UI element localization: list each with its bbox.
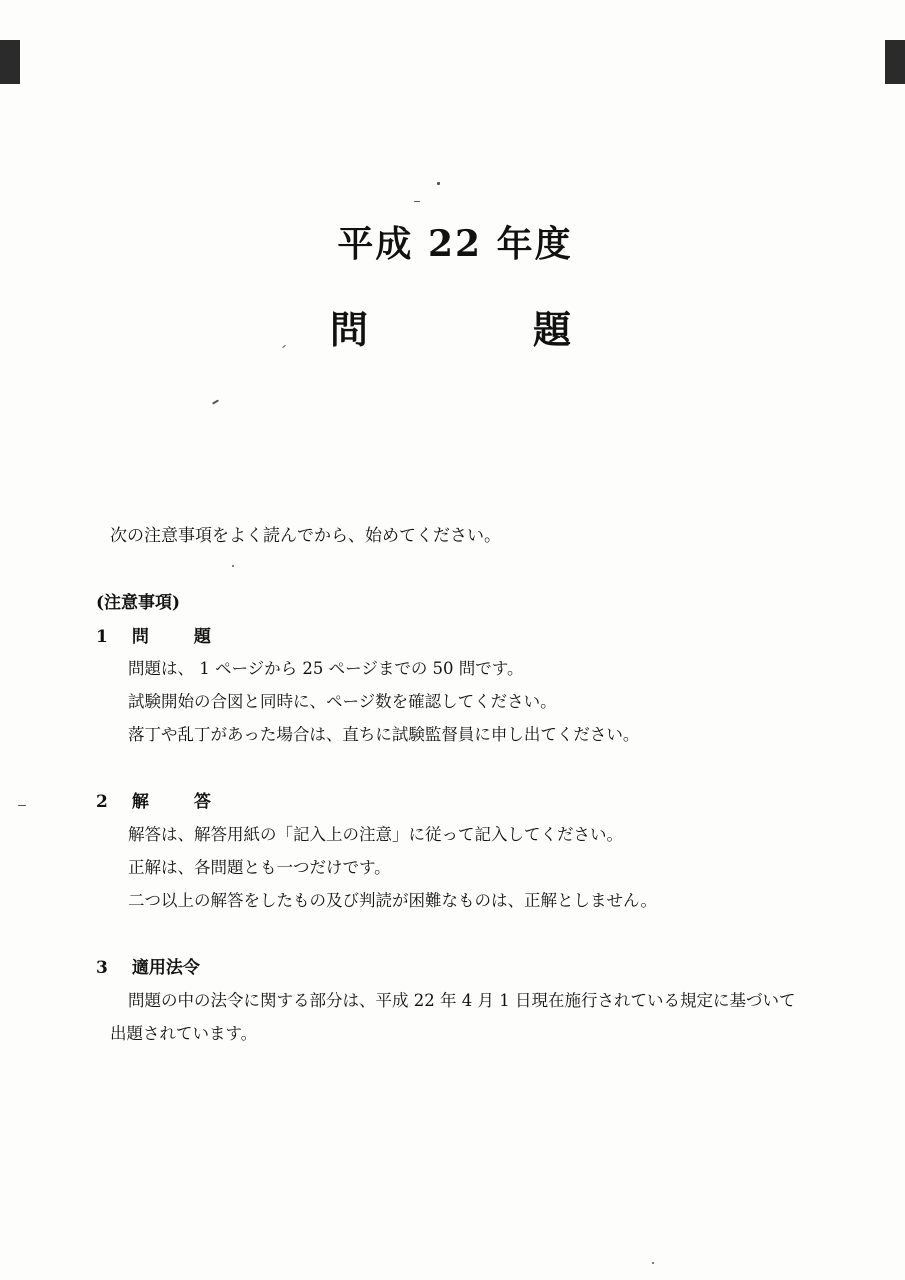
- section-title: 解 答: [131, 792, 225, 812]
- section-title: 問 題: [131, 627, 225, 647]
- section-line: 解答は、解答用紙の「記入上の注意」に従って記入してください。: [128, 825, 623, 844]
- section-number: 3: [96, 958, 108, 978]
- section-heading-2: [96, 789, 225, 815]
- section-line: 問題の中の法令に関する部分は、平成 22 年 4 月 1 日現在施行されている規定に基づいて: [128, 991, 796, 1010]
- notes-heading: (注意事項): [96, 593, 181, 613]
- section-line: 出題されています。: [110, 1024, 258, 1043]
- scan-speck: [18, 805, 26, 806]
- scan-speck: [414, 201, 420, 202]
- section-line: 問題は、 1 ページから 25 ページまでの 50 問です。: [128, 659, 524, 678]
- registration-mark-left: [0, 40, 20, 84]
- scan-speck: [212, 399, 219, 404]
- section-heading-3: [96, 955, 200, 981]
- subtitle-char-right: 題: [533, 307, 572, 352]
- section-heading-1: [96, 624, 225, 650]
- intro-text: 次の注意事項をよく読んでから、始めてください。: [110, 526, 501, 546]
- subtitle-char-left: 問: [330, 307, 369, 352]
- scan-speck: [437, 182, 440, 185]
- page-title: 平成 22 年度: [337, 223, 573, 265]
- section-line: 落丁や乱丁があった場合は、直ちに試験監督員に申し出てください。: [128, 725, 640, 744]
- section-line: 正解は、各問題とも一つだけです。: [128, 858, 391, 877]
- section-number: 2: [96, 792, 108, 812]
- section-number: 1: [96, 627, 108, 647]
- section-title: 適用法令: [131, 958, 200, 978]
- scan-speck: [232, 565, 234, 567]
- scan-speck: [652, 1262, 654, 1264]
- section-line: 二つ以上の解答をしたもの及び判読が困難なものは、正解としません。: [128, 891, 657, 910]
- section-line: 試験開始の合図と同時に、ページ数を確認してください。: [128, 692, 557, 711]
- scan-speck: [282, 345, 286, 348]
- registration-mark-right: [885, 40, 905, 84]
